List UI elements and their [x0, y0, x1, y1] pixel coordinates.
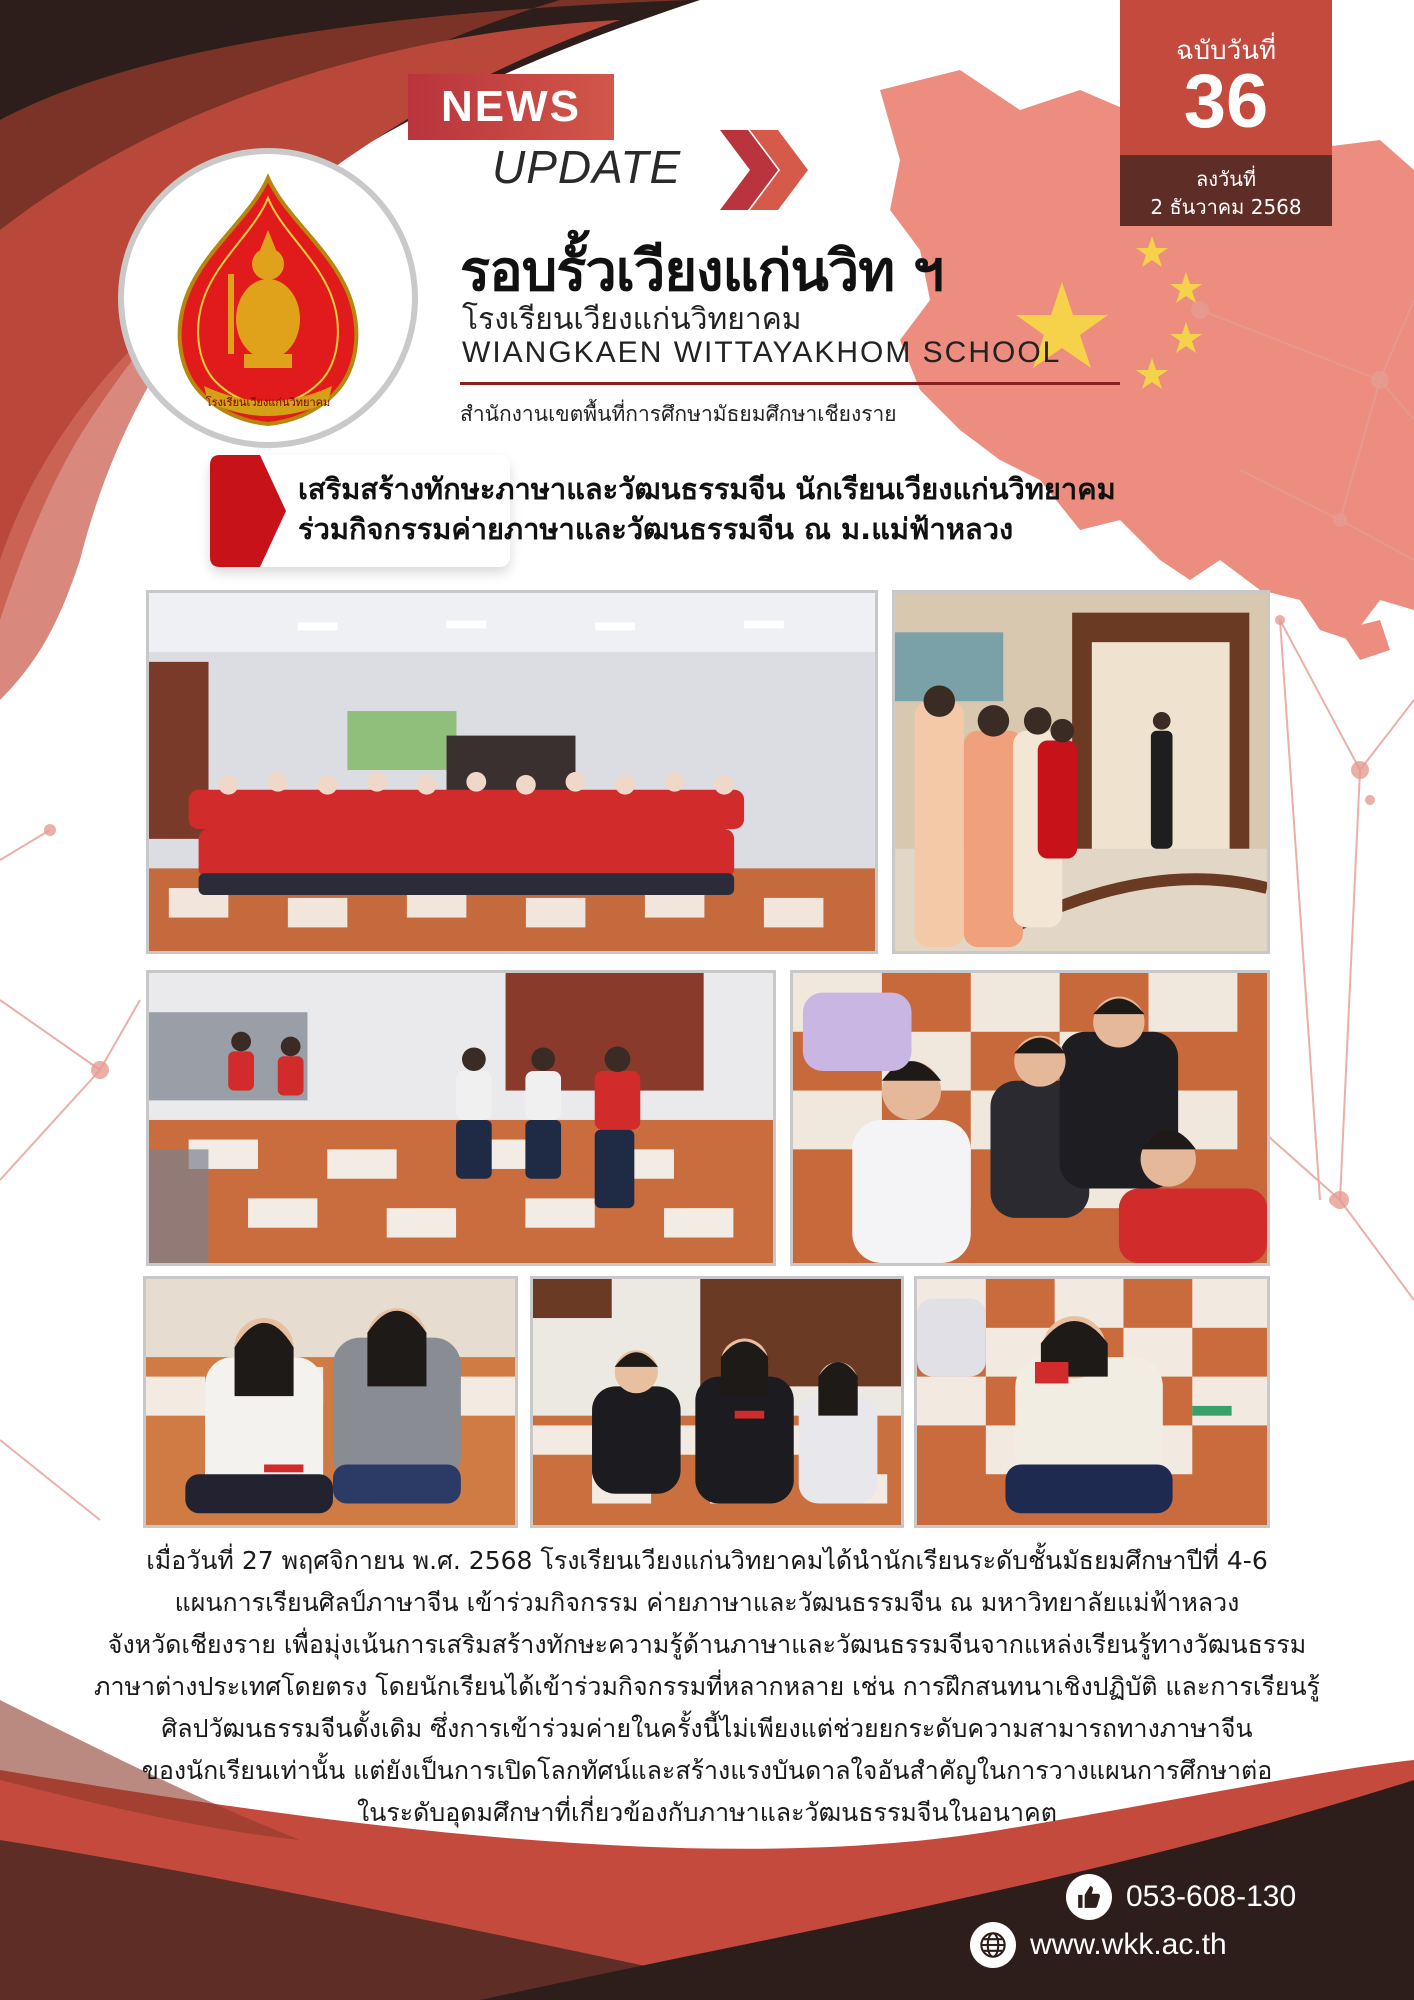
body-line-5: ศิลปวัฒนธรรมจีนดั้งเดิม ซึ่งการเข้าร่วมค่ายในครั้งนี้ไม่เพียงแต่ช่วยยกระดับความสามารถทางภาษาจีน	[161, 1714, 1253, 1743]
newsletter-title: รอบรั้วเวียงแก่นวิท ฯ	[460, 239, 944, 304]
photo-students-bracelets	[143, 1276, 518, 1528]
contact-website[interactable]	[970, 1922, 1227, 1968]
school-name-thai: โรงเรียนเวียงแก่นวิทยาคม	[462, 302, 802, 337]
contact-phone[interactable]	[1066, 1874, 1296, 1920]
headline-line-1: เสริมสร้างทักษะภาษาและวัฒนธรรมจีน นักเรียนเวียงแก่นวิทยาคม	[298, 472, 1116, 506]
issue-box	[1120, 0, 1332, 226]
website-url: www.wkk.ac.th	[1030, 1928, 1227, 1961]
issue-date-label: ลงวันที่	[1195, 167, 1257, 191]
photo-dance-activity	[146, 970, 776, 1266]
double-chevron-icon	[720, 130, 810, 210]
phone-number: 053-608-130	[1126, 1880, 1297, 1913]
body-line-7: ในระดับอุดมศึกษาที่เกี่ยวข้องกับภาษาและวัฒนธรรมจีนในอนาคต	[356, 1798, 1057, 1827]
body-line-2: แผนการเรียนศิลป์ภาษาจีน เข้าร่วมกิจกรรม ค่ายภาษาและวัฒนธรรมจีน ณ มหาวิทยาลัยแม่ฟ้าหลวง	[174, 1588, 1240, 1617]
issue-date: 2 ธันวาคม 2568	[1150, 195, 1302, 219]
globe-icon	[970, 1922, 1016, 1968]
thumbs-up-icon	[1066, 1874, 1112, 1920]
header-divider	[460, 382, 1120, 385]
article-body	[50, 1540, 1364, 1834]
headline-marker	[210, 455, 286, 567]
issue-label: ฉบับวันที่	[1175, 36, 1277, 66]
news-badge: NEWS	[408, 74, 614, 140]
issue-number: 36	[1183, 59, 1269, 144]
body-line-4: ภาษาต่างประเทศโดยตรง โดยนักเรียนได้เข้าร่วมกิจกรรมที่หลากหลาย เช่น การฝึกสนทนาเชิงปฏิบัติ และการเรียนรู้	[93, 1672, 1320, 1701]
body-line-1: เมื่อวันที่ 27 พฤศจิกายน พ.ศ. 2568 โรงเรียนเวียงแก่นวิทยาคมได้นำนักเรียนระดับชั้นมัธยมศึกษาปีที่ 4-6	[146, 1546, 1268, 1575]
update-label: UPDATE	[492, 141, 682, 193]
svg-text:โรงเรียนเวียงแก่นวิทยาคม: โรงเรียนเวียงแก่นวิทยาคม	[205, 396, 331, 409]
body-line-3: จังหวัดเชียงราย เพื่อมุ่งเน้นการเสริมสร้างทักษะความรู้ด้านภาษาและวัฒนธรรมจีนจากแหล่งเรียนรู้ทางวัฒนธรรม	[107, 1630, 1307, 1659]
photo-interview	[530, 1276, 904, 1528]
school-logo	[118, 148, 418, 448]
school-name-english: WIANGKAEN WITTAYAKHOM SCHOOL	[462, 336, 1062, 369]
headline-line-2: ร่วมกิจกรรมค่ายภาษาและวัฒนธรรมจีน ณ ม.แม่ฟ้าหลวง	[298, 512, 1014, 546]
area-office: สำนักงานเขตพื้นที่การศึกษามัธยมศึกษาเชียงราย	[460, 402, 897, 426]
body-line-6: ของนักเรียนเท่านั้น แต่ยังเป็นการเปิดโลกทัศน์และสร้างแรงบันดาลใจอันสำคัญในการวางแผนการศึกษาต่อ	[141, 1756, 1273, 1785]
issue-number-panel	[1120, 0, 1332, 155]
photo-craft-activity	[790, 970, 1270, 1266]
photo-student-smiling	[914, 1276, 1270, 1528]
issue-date-panel	[1120, 155, 1332, 226]
photo-group-hall	[146, 590, 878, 954]
photo-lobby-visit	[892, 590, 1270, 954]
